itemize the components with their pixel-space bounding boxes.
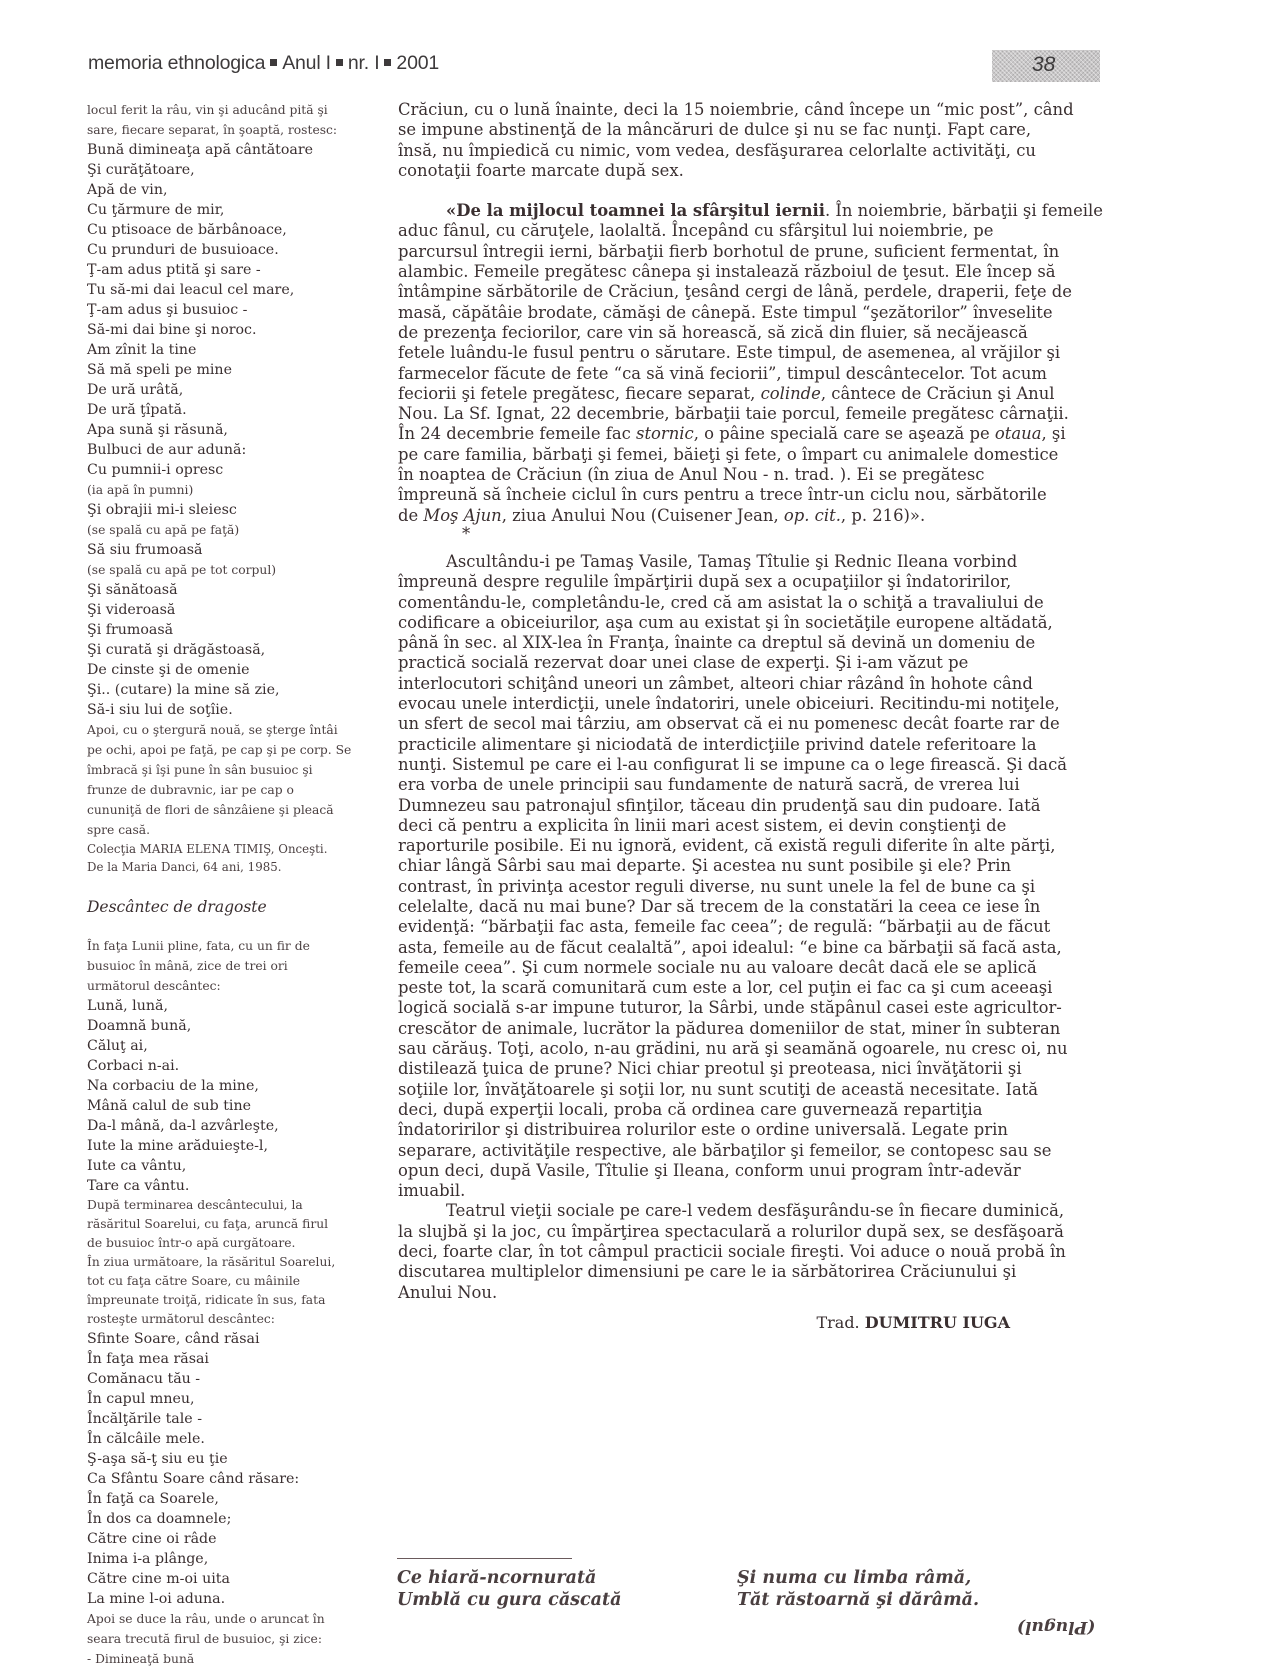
paragraph-3 — [398, 1201, 1088, 1302]
asterisk-separator: * — [462, 523, 471, 543]
text-line: deci, după experţii locali, proba că ordinea care guvernează repartiţia — [398, 1099, 983, 1119]
verse-line: Ţ-am adus ptită şi sare - — [87, 262, 261, 278]
text-line: aduc fânul, cu căruţele, laolaltă. Începând cu sfârşitul lui noiembrie, pe — [398, 221, 994, 241]
text-line: codificare a obiceiurilor, aşa cum au existat şi în societăţile europene altădată, — [398, 612, 1053, 632]
text-line: sau cărăuş. Toţi, acolo, n-au grădini, nu ară şi seamănă ogoarele, nu cresc oi, nu — [398, 1039, 1068, 1059]
text-line: îmbracă şi îşi pune în sân busuioc şi — [87, 763, 313, 777]
text-line: nunţi. Sistemul pe care ei l-au configurat li se impune ca o lege firească. Şi dacă — [398, 754, 1068, 774]
verse-line: În capul mneu, — [87, 1391, 195, 1407]
text-line: împreună despre regulile împărţirii după sex a ocupaţiilor şi îndatoririlor, — [398, 572, 1012, 592]
verse-line: Da-l mână, da-l azvârleşte, — [87, 1118, 279, 1134]
verse-line: Să-mi dai bine şi noroc. — [87, 322, 257, 338]
verse-line: Iute la mine arăduieşte-l, — [87, 1138, 268, 1154]
verse-line: Iute ca vântu, — [87, 1158, 187, 1174]
verse-line: Tu să-mi dai leacul cel mare, — [87, 282, 295, 298]
text-line: peste tot, la scară comunitară cum este a lor, cel puţin ei fac ca şi cum aceeaşi — [398, 978, 1053, 998]
text-line: alambic. Femeile pregătesc cânepa şi instalează războiul de ţesut. Ele încep să — [398, 262, 1056, 282]
incantation-verse-2 — [87, 996, 377, 1196]
verse-line: Şi curată şi drăgăstoasă, — [87, 642, 266, 658]
text-line: femeile ceea”. Şi cum normele sociale nu au valoare decât dacă ele se aplică — [398, 957, 1037, 977]
verse-line: Na corbaciu de la mine, — [87, 1078, 259, 1094]
quote-first-line: «De la mijlocul toamnei la sfârşitul iernii. În noiembrie, bărbaţii şi femeile — [446, 201, 1103, 221]
text-line: până în sec. al XIX-lea în Franţa, înainte ca dreptul să devină un domeniu de — [398, 633, 1036, 653]
text-line: frunze de dubravnic, iar pe cap o — [87, 783, 294, 797]
text-line: masă, căpătâie brodate, cămăşi de cânepă. Este timpul “şezătorilor” înveselite — [398, 302, 1053, 322]
verse-line: Comănacu tău - — [87, 1371, 201, 1387]
verse-line: În dos ca doamnele; — [87, 1511, 232, 1527]
verse-line: Ş-aşa să-ţ siu eu ţie — [87, 1451, 228, 1467]
verse-line: La mine l-oi aduna. — [87, 1591, 226, 1607]
text-line: Apoi se duce la râu, unde o aruncat în — [87, 1612, 325, 1626]
text-line: interlocutori schiţând uneori un zâmbet, alteori chiar râzând în hohote când — [398, 673, 1033, 693]
quote-body-2 — [398, 445, 1088, 506]
verse-line: Să mă speli pe mine — [87, 362, 232, 378]
credit-line: De la Maria Danci, 64 ani, 1985. — [87, 860, 282, 874]
text-line: comentându-le, completându-le, cred că am asistat la o schiţă a travaliului de — [398, 592, 1044, 612]
quote-last-line: de Moş Ajun, ziua Anului Nou (Cuisener Jean, op. cit., p. 216)». — [398, 505, 926, 525]
verse-line: Cu ptisoace de bărbânoace, — [87, 222, 287, 238]
text-line: practicile alimentare şi niciodată de interdicţiile privind datele referitoare la — [398, 734, 1037, 754]
verse-line: Căluţ ai, — [87, 1038, 148, 1054]
text-line: fetele luându-le fusul pentru o sărutare. Este timpul, de asemenea, al vrăjilor şi — [398, 343, 1061, 363]
text-line: deci că pentru a explicita în linii mari acest sistem, ei devin conştienţi de — [398, 815, 1007, 835]
verse-line: În călcâile mele. — [87, 1431, 205, 1447]
journal-header — [88, 52, 439, 75]
text-line: busuioc în mână, zice de trei ori — [87, 959, 288, 973]
text-line: logică socială s-ar impune tuturor, la Sârbi, unde stăpânul casei este agricultor- — [398, 998, 1062, 1018]
verse-line: Doamnă bună, — [87, 1018, 192, 1034]
text-line: Crăciun, cu o lună înainte, deci la 15 noiembrie, când începe un “mic post”, când — [398, 100, 1074, 119]
text-line: Dumnezeu sau patronajul sfinţilor, tăceau din prudenţă sau din pudoare. Iată — [398, 795, 1041, 815]
verse-line: Mână calul de sub tine — [87, 1098, 251, 1114]
text-line: îndatoririlor şi distribuirea rolurilor este o ordine universală. Legate prin — [398, 1120, 1008, 1140]
text-line: practică socială rezervat doar unei clase de experţi. Şi i-am văzut pe — [398, 653, 969, 673]
text-line: raporturile posibile. Ei nu ignoră, evident, că există reguli diferite în alte părţi, — [398, 836, 1056, 856]
verse-line: Am zînit la tine — [87, 342, 197, 358]
text-line: la slujbă şi la joc, cu împărţirea spectaculară a rolurilor după sex, se desfăşoară — [398, 1221, 1064, 1241]
verse-line: Lună, lună, — [87, 998, 168, 1014]
verse-line: Şi videroasă — [87, 602, 176, 618]
text-line: întâmpine sărbătorile de Crăciun, ţesând cergi de lână, perdele, draperii, feţe de — [398, 282, 1072, 302]
verse-line: De cinste şi de omenie — [87, 662, 250, 678]
square-bullet-icon — [384, 59, 391, 66]
text-line: Teatrul vieţii sociale pe care-l vedem desfăşurându-se în fiecare duminică, — [446, 1201, 1065, 1221]
text-line: evocau unele interdicţii, unele îndatoriri, unele obiceiuri. Recitindu-mi notiţele, — [398, 694, 1060, 714]
square-bullet-icon — [270, 59, 277, 66]
text-line: celelalte, dacă nu mai bune? Dar să trecem de la constatări la ceea ce iese în — [398, 896, 1041, 916]
text-line: conotaţii foarte marcate după sex. — [398, 160, 684, 180]
text-line: evidenţă: “bărbaţii fac asta, femeile fac ceea”; de regulă: “bărbaţii au de făcut — [398, 917, 1051, 937]
intro-text-2 — [87, 936, 377, 996]
text-line: Ascultându-i pe Tamaş Vasile, Tamaş Tîtulie şi Rednic Ileana vorbind — [446, 551, 1018, 571]
page-number: 38 — [1032, 53, 1056, 76]
verse-line: Cu ţărmure de mir, — [87, 202, 225, 218]
text-line: discutarea multiplelor dimensiuni pe care le ia sărbătorirea Crăciunului şi — [398, 1262, 1017, 1282]
verse-line: În faţă ca Soarele, — [87, 1491, 219, 1507]
riddle-left: Ce hiară-ncornurată Umblă cu gura căscată — [397, 1568, 622, 1610]
text-line: farmecelor făcute de fete “ca să vină feciorii”, timpul descântecelor. Tot acum — [398, 363, 1047, 383]
text-line: Apoi, cu o ştergură nouă, se şterge întâi — [87, 723, 338, 737]
quote-line-stornic: În 24 decembrie femeile fac stornic, o pâine specială care se aşează pe otaua, şi — [398, 424, 1066, 444]
issue-label: nr. I — [347, 52, 380, 74]
verse-line: Bună dimineaţa apă cântătoare — [87, 142, 314, 158]
verse-line: Către cine oi râde — [87, 1531, 217, 1547]
text-line: pe ochi, apoi pe faţă, pe cap şi pe corp. Se — [87, 743, 352, 757]
section-title: Descântec de dragoste — [87, 898, 267, 916]
paragraph-1 — [398, 100, 1088, 181]
text-line: soţiile lor, învăţătoarele şi soţii lor, nu sunt scutiţi de această necesitate. Iată — [398, 1079, 1039, 1099]
text-line: sare, fiecare separat, în şoaptă, rostesc: — [87, 123, 338, 137]
text-line: de prezenţa feciorilor, care vin să horească, să zică din fluier, să necăjească — [398, 322, 1028, 342]
verse-line: (ia apă în pumni) — [87, 483, 194, 497]
text-line: următorul descântec: — [87, 979, 221, 993]
text-line: răsăritul Soarelui, cu faţa, aruncă firul — [87, 1217, 329, 1231]
verse-line: Şi frumoasă — [87, 622, 174, 638]
text-line: rosteşte următorul descântec: — [87, 1312, 275, 1326]
verse-line: (se spală cu apă pe faţă) — [87, 523, 240, 537]
text-line: separare, activităţile respective, ale bărbaţilor şi femeilor, se contopesc sau se — [398, 1140, 1052, 1160]
translator-signature: Trad. DUMITRU IUGA — [816, 1312, 1010, 1332]
verse-line: Ţ-am adus şi busuioc - — [87, 302, 248, 318]
verse-line: În faţa mea răsai — [87, 1351, 209, 1367]
collection-credit — [87, 840, 377, 876]
text-line: seara trecută firul de busuioc, şi zice: — [87, 1632, 322, 1646]
text-line: asta, femeile au de făcut cealaltă”, apoi idealul: “e bine ca bărbaţii să facă asta, — [398, 937, 1062, 957]
page-header — [88, 50, 1100, 90]
text-line: cununiţă de flori de sânzâiene şi pleacă — [87, 803, 334, 817]
text-line: împreună să încheie ciclul în curs pentru a trece într-un ciclu nou, sărbătorile — [398, 485, 1047, 505]
text-line: însă, nu împiedică cu nimic, vom vedea, desfăşurarea celorlalte activităţi, cu — [398, 140, 1036, 160]
footnote-divider — [397, 1558, 572, 1559]
text-line: pe care familia, bărbaţi şi femei, băieţi şi fete, o împart cu animalele domestice — [398, 444, 1059, 464]
quote-line-colinde: feciorii şi fetele pregătesc, fiecare separat, colinde, cântece de Crăciun şi Anul — [398, 383, 1055, 403]
text-line: După terminarea descântecului, la — [87, 1198, 303, 1212]
text-line: - Dimineaţă bună — [87, 1652, 195, 1666]
text-line: imuabil. — [398, 1181, 466, 1201]
text-line: un sfert de secol mai târziu, am observat că ei nu pomenesc decât foarte rar de — [398, 714, 1060, 734]
verse-line: De ură ţîpată. — [87, 402, 187, 418]
text-line: parcursul întregii ierni, bărbaţii fierb borhotul de prune, suficient fermentat, în — [398, 241, 1060, 261]
text-line: deci, foarte clar, în tot câmpul practicii sociale fireşti. Voi aduce o nouă probă în — [398, 1242, 1066, 1262]
verse-line: Cu pumnii-i opresc — [87, 462, 224, 478]
text-line: contrast, în privinţa acestor reguli diverse, nu sunt unele la fel de bune ca şi — [398, 876, 1036, 896]
verse-line: Bulbuci de aur adună: — [87, 442, 247, 458]
text-line: În ziua următoare, la răsăritul Soarelui, — [87, 1255, 336, 1269]
text-line: locul ferit la râu, vin şi aducând pită şi — [87, 103, 328, 117]
verse-line: Şi obrajii mi-i sleiesc — [87, 502, 237, 518]
text-line: Anului Nou. — [398, 1282, 498, 1302]
verse-line: Apă de vin, — [87, 182, 168, 198]
verse-line: Să-i siu lui de soţîie. — [87, 702, 233, 718]
journal-name: memoria ethnologica — [88, 52, 266, 74]
text-line: împreunate troiţă, ridicate în sus, fata — [87, 1293, 326, 1307]
year: 2001 — [396, 52, 440, 74]
instructions-text-2 — [87, 1196, 377, 1329]
verse-line: Încălţările tale - — [87, 1411, 203, 1427]
right-column — [398, 100, 1103, 1333]
verse-line: Şi sănătoasă — [87, 582, 178, 598]
left-column — [87, 100, 377, 1669]
text-line: în noaptea de Crăciun (în ziua de Anul Nou - n. trad. ). Ei se pregătesc — [398, 465, 985, 485]
verse-line: Corbaci n-ai. — [87, 1058, 180, 1074]
verse-line: Cu prunduri de busuioace. — [87, 242, 279, 258]
verse-line: Şi curăţătoare, — [87, 162, 195, 178]
text-line: chiar lângă Sârbi sau mai departe. Şi acestea nu sunt posibile şi ele? Prin — [398, 856, 1012, 876]
verse-line: Apa sună şi răsună, — [87, 422, 228, 438]
incantation-verse-1 — [87, 140, 377, 720]
intro-text — [87, 100, 377, 140]
verse-line: Şi.. (cutare) la mine să zie, — [87, 682, 280, 698]
text-line: tot cu faţa către Soare, cu mâinile — [87, 1274, 301, 1288]
instructions-text — [87, 720, 377, 840]
verse-line: Să siu frumoasă — [87, 542, 203, 558]
credit-line: Colecţia MARIA ELENA TIMIŞ, Onceşti. — [87, 842, 328, 856]
riddle-right: Şi numa cu limba râmă, Tăt răstoarnă şi dărâmă. — [737, 1568, 980, 1610]
page-number-box — [992, 50, 1100, 82]
text-line: opun deci, după Vasile, Tîtulie şi Ileana, conform unui program într-adevăr — [398, 1160, 1021, 1180]
quote-line-ignat: Nou. La Sf. Ignat, 22 decembrie, bărbaţii taie porcul, femeile pregătesc cârnaţii. — [398, 404, 1069, 424]
riddle-answer-upside-down: (Plugul) — [1017, 1617, 1096, 1637]
text-line: crescător de animale, lucrător la pădurea domeniilor de stat, miner în subteran — [398, 1018, 1061, 1038]
text-line: se impune abstinenţă de la mâncăruri de dulce şi nu se fac nunţi. Fapt care, — [398, 120, 1032, 140]
text-line: spre casă. — [87, 823, 151, 837]
paragraph-2 — [398, 552, 1088, 1202]
verse-line: De ură urâtă, — [87, 382, 184, 398]
text-line: distilează ţuica de prune? Nici chiar preotul şi preoteasa, nici învăţătorii şi — [398, 1059, 1022, 1079]
verse-line: Ca Sfântu Soare când răsare: — [87, 1471, 300, 1487]
incantation-verse-3 — [87, 1329, 377, 1609]
verse-line: Către cine m-oi uita — [87, 1571, 230, 1587]
text-line: era vorba de unele principii sau fundamente de natură sacră, de vrerea lui — [398, 775, 1020, 795]
quote-heading: «De la mijlocul toamnei la sfârşitul iernii — [446, 201, 826, 221]
closing-text — [87, 1609, 377, 1669]
square-bullet-icon — [336, 59, 343, 66]
verse-line: (se spală cu apă pe tot corpul) — [87, 563, 277, 577]
text-line: de busuioc într-o apă curgătoare. — [87, 1236, 296, 1250]
verse-line: Sfinte Soare, când răsai — [87, 1331, 260, 1347]
verse-line: Inima i-a plânge, — [87, 1551, 209, 1567]
verse-line: Tare ca vântu. — [87, 1178, 190, 1194]
year-label: Anul I — [282, 52, 331, 74]
text-line: În faţa Lunii pline, fata, cu un fir de — [87, 939, 310, 953]
quote-body — [398, 221, 1088, 383]
